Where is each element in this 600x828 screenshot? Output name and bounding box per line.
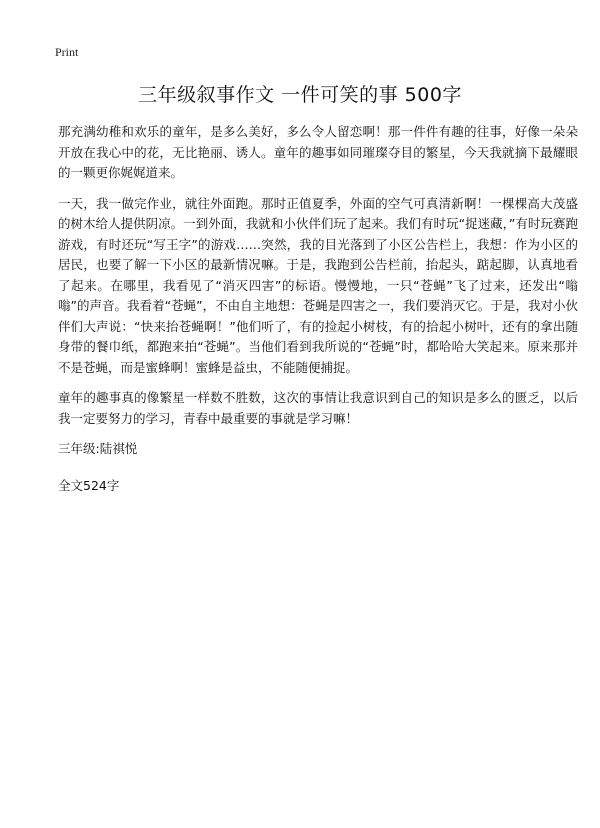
- article-body: [58, 122, 578, 506]
- word-count: 全文524字: [58, 477, 120, 493]
- print-link[interactable]: Print: [55, 45, 79, 59]
- paragraph-1: 那充满幼稚和欢乐的童年，是多么美好，多么令人留恋啊！那一件件有趣的往事，好像一朵朵开放在我心中的花，无比艳丽、诱人。童年的趣事如同璀璨夺目的繁星，今天我就摘下最耀眼的一颗更你娓娓道来。: [58, 124, 578, 180]
- paragraph-2: 一天，我一做完作业，就往外面跑。那时正值夏季，外面的空气可真清新啊！一棵棵高大茂盛的树木给人提供阴凉。一到外面，我就和小伙伴们玩了起来。我们有时玩“捉迷藏，”有时玩赛跑游戏，有时还玩“写王字”的游戏……突然，我的目光落到了小区公告栏上，我想：作为小区的居民，也要了解一下小区的最新情况嘛。于是，我跑到公告栏前，抬起头，踮起脚，认真地看了起来。在哪里，我看见了“消灭四害”的标语。慢慢地，一只“苍蝇”飞了过来，还发出“嗡嗡”的声音。我看着“苍蝇”，不由自主地想：苍蝇是四害之一，我们要消灭它。于是，我对小伙伴们大声说：“快来抬苍蝇啊！”他们听了，有的捡起小树枝，有的拾起小树叶，还有的拿出随身带的餐巾纸，都跑来拍“苍蝇”。当他们看到我所说的“苍蝇”时，都哈哈大笑起来。原来那并不是苍蝇，而是蜜蜂啊！蜜蜂是益虫，不能随便捕捉。: [58, 195, 578, 375]
- article-title: 三年级叙事作文 一件可笑的事 500字: [138, 84, 462, 106]
- author-byline: 三年级:陆祺悦: [58, 441, 138, 456]
- paragraph-3: 童年的趣事真的像繁星一样数不胜数，这次的事情让我意识到自己的知识是多么的匮乏，以后我一定要努力的学习，青春中最重要的事就是学习嘛！: [58, 390, 578, 426]
